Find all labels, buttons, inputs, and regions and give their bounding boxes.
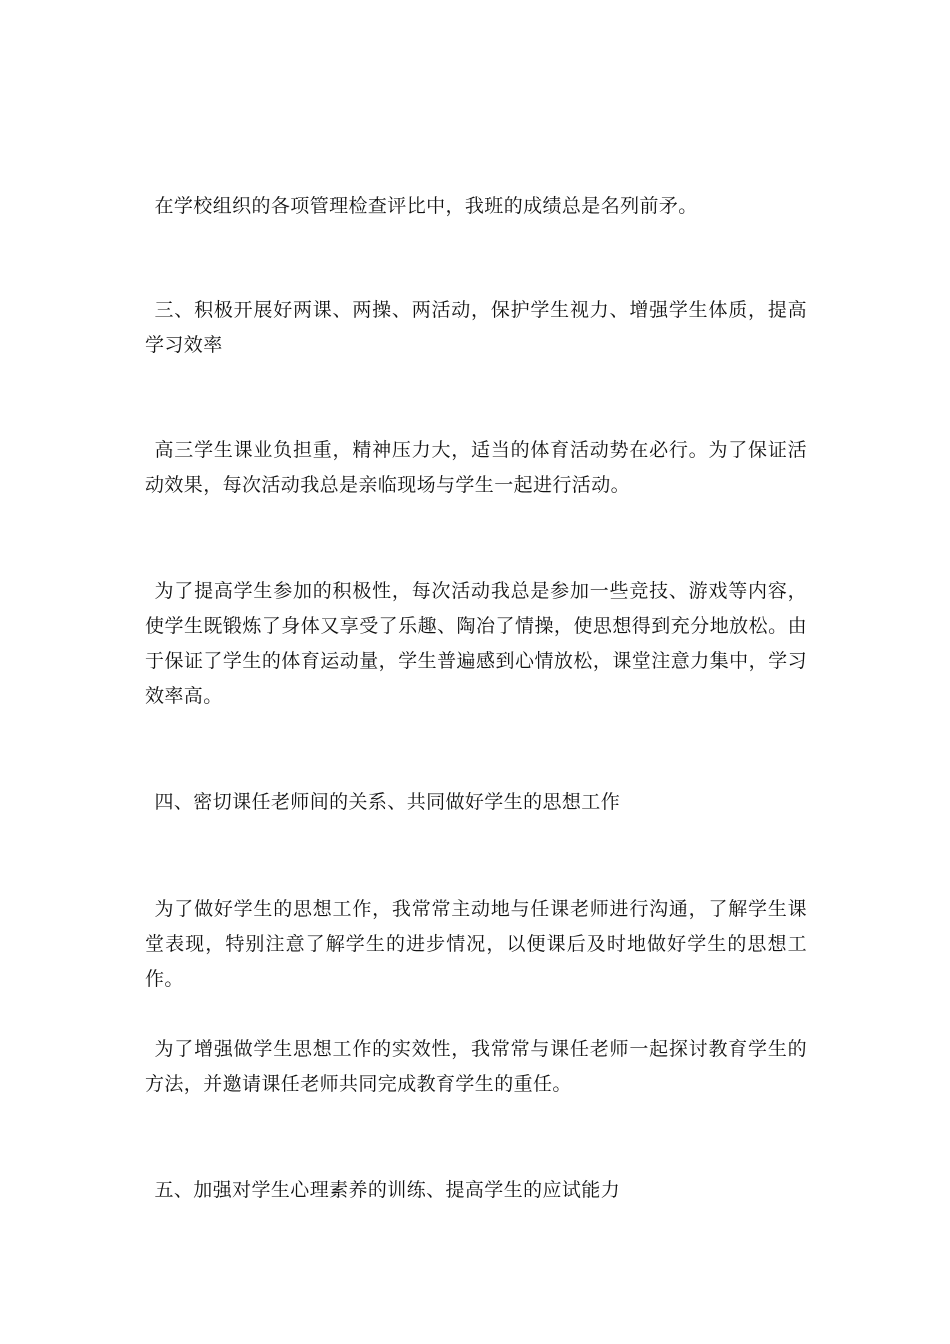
paragraph-class-ranking: 在学校组织的各项管理检查评比中，我班的成绩总是名列前矛。 xyxy=(154,195,698,217)
paragraph-ideological-work: 为了增强做学生思想工作的实效性，我常常与课任老师一起探讨教育学生的方法，并邀请课任老师共同完成教育学生的重任。 xyxy=(145,1038,807,1095)
paragraph-teacher-communication: 为了做好学生的思想工作，我常常主动地与任课老师进行沟通，了解学生课堂表现，特别注意了解学生的进步情况，以便课后及时地做好学生的思想工作。 xyxy=(145,898,807,990)
section-heading-five: 五、加强对学生心理素养的训练、提高学生的应试能力 xyxy=(154,1179,621,1201)
section-heading-four: 四、密切课任老师间的关系、共同做好学生的思想工作 xyxy=(154,791,621,813)
paragraph-student-enthusiasm: 为了提高学生参加的积极性，每次活动我总是参加一些竞技、游戏等内容，使学生既锻炼了身体又享受了乐趣、陶冶了情操，使思想得到充分地放松。由于保证了学生的体育运动量，学生普遍感到心情放松，课堂注意力集中，学习效率高。 xyxy=(145,580,807,707)
paragraph-sports-activities: 高三学生课业负担重，精神压力大，适当的体育活动势在必行。为了保证活动效果，每次活动我总是亲临现场与学生一起进行活动。 xyxy=(145,439,807,496)
section-heading-three: 三、积极开展好两课、两操、两活动，保护学生视力、增强学生体质，提高学习效率 xyxy=(145,299,807,356)
